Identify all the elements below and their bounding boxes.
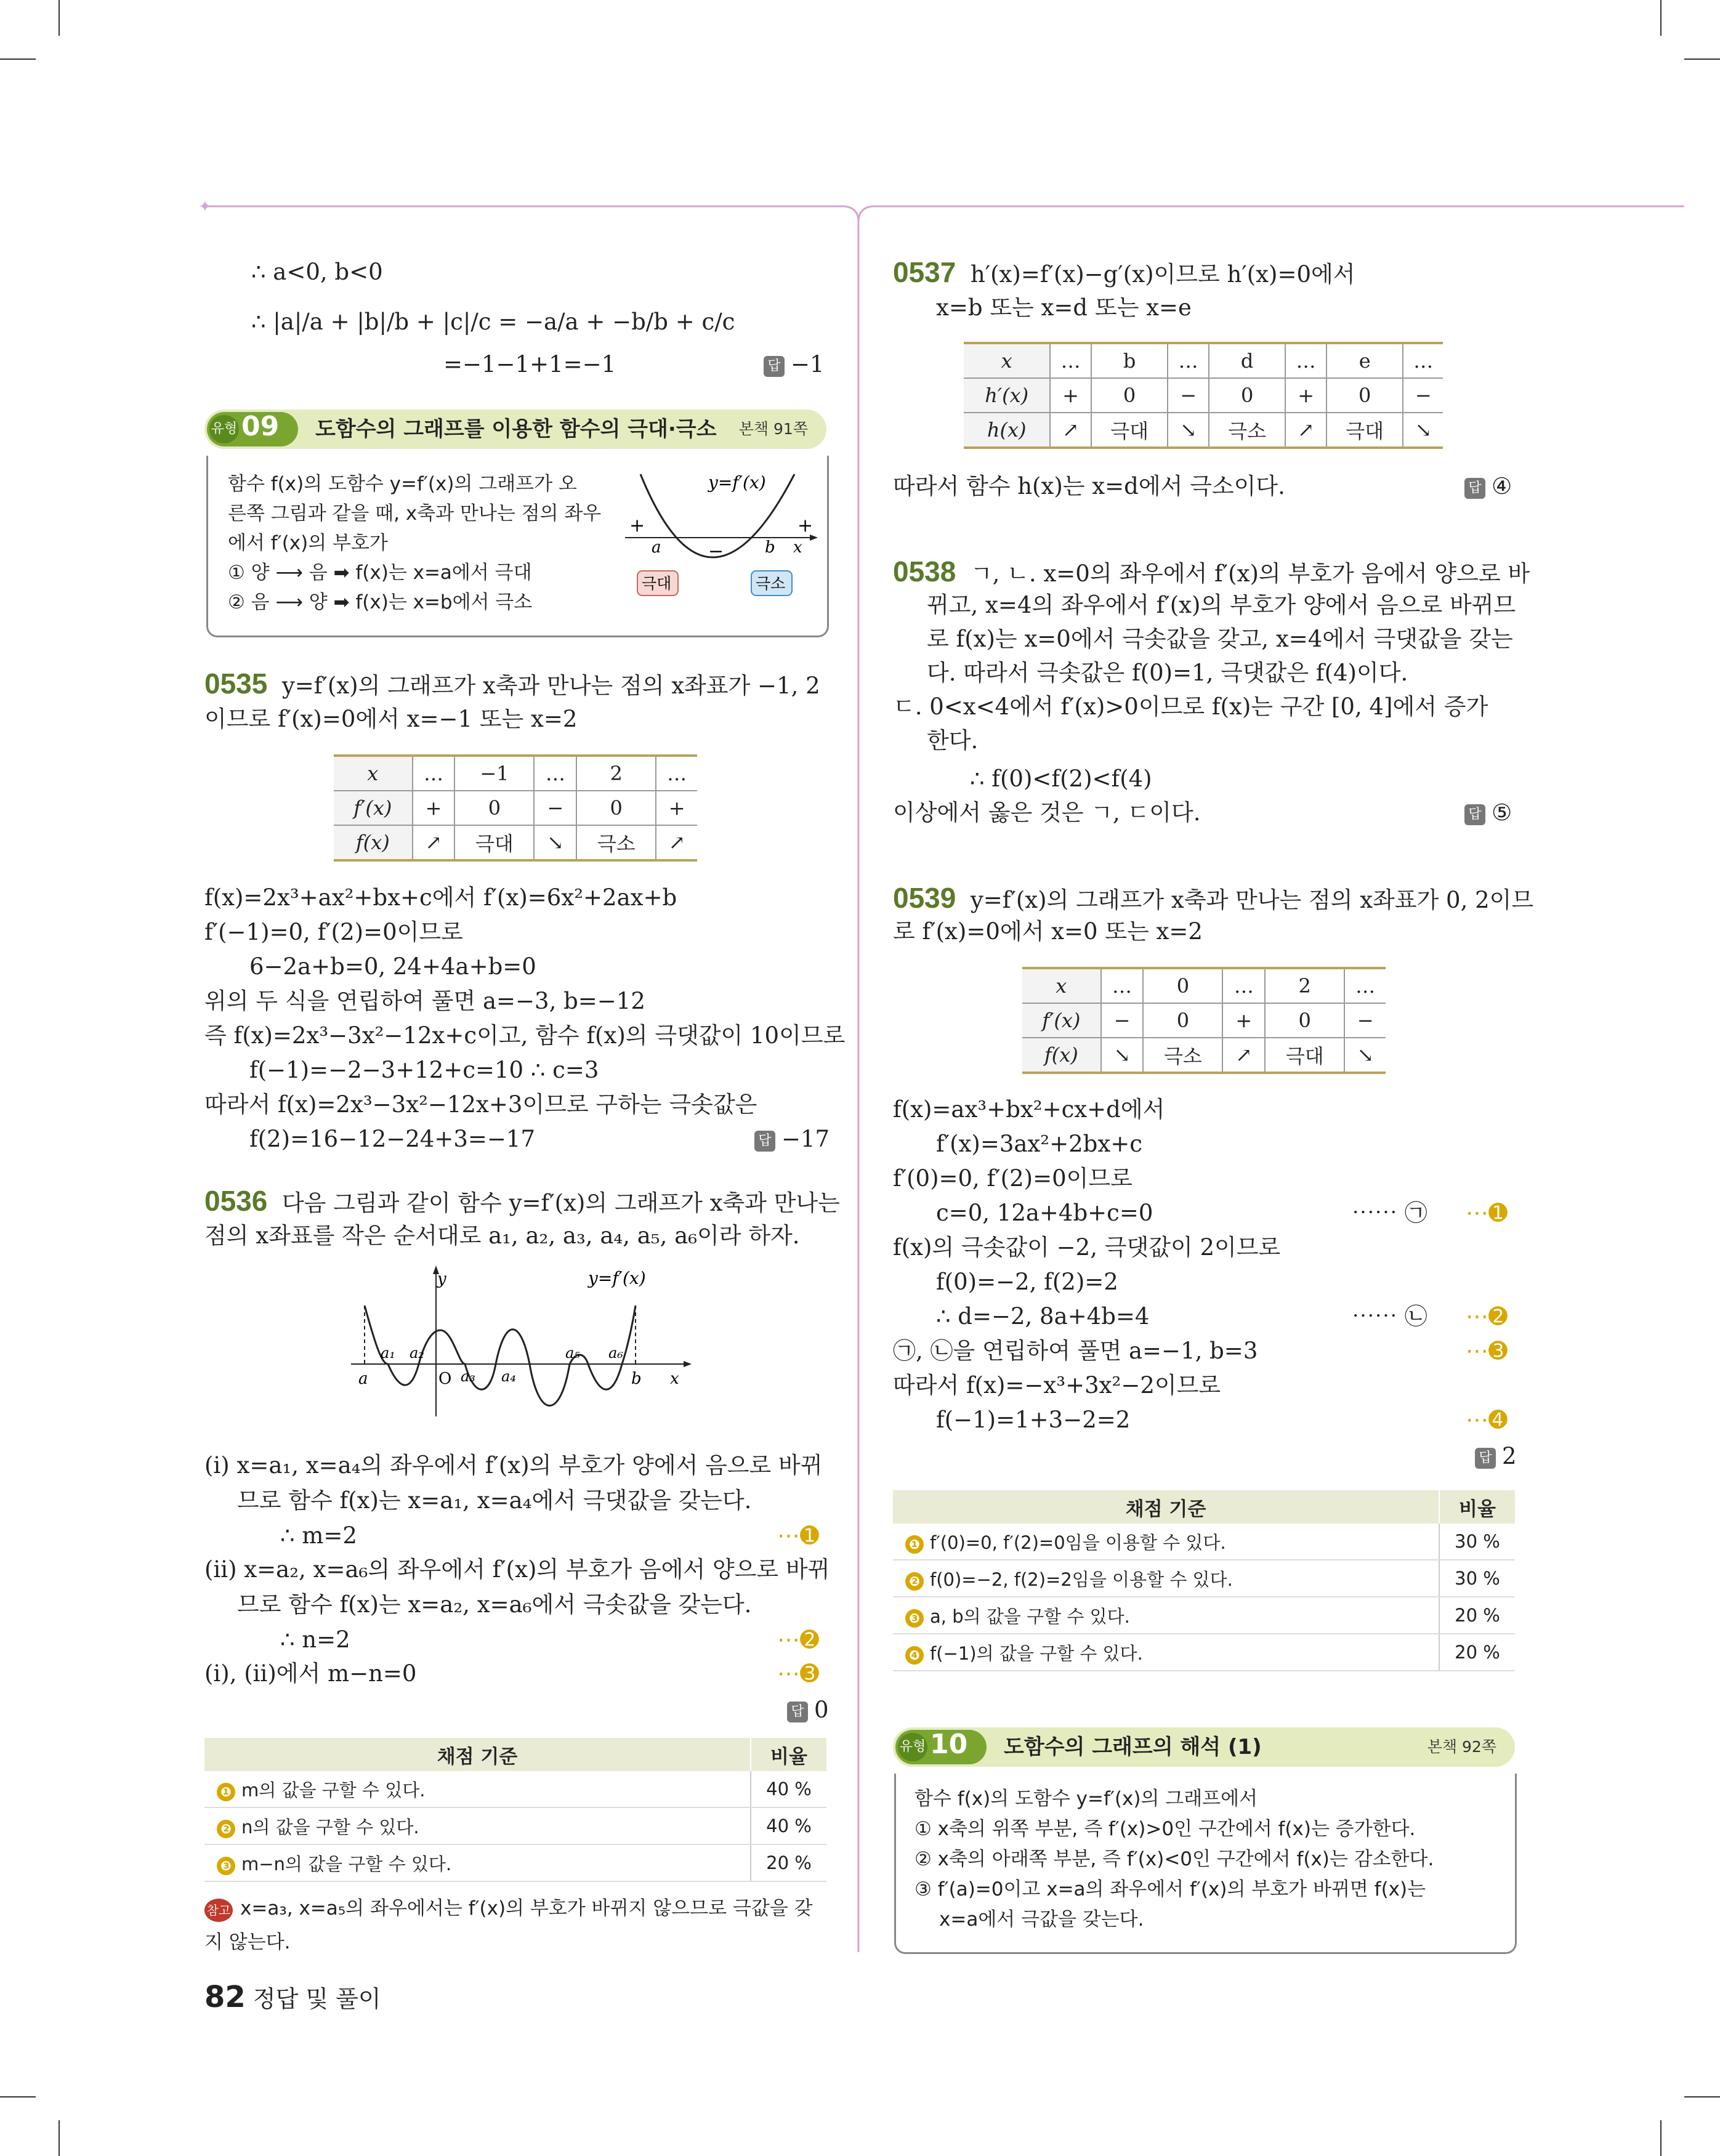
table-cell: ↘ [534,825,576,860]
problem-0539-line-1: 0539 y=f′(x)의 그래프가 x축과 만나는 점의 x좌표가 0, 2이므 [893,882,1534,914]
line: 6−2a+b=0, 24+4a+b=0 [249,953,536,980]
line: 이상에서 옳은 것은 ㄱ, ㄷ이다. [893,799,1201,826]
score-header: 채점 기준 [204,1738,751,1771]
scoring-table-0536 [204,1738,826,1882]
score-ratio: 30 % [1439,1560,1515,1597]
table-cell: e [1326,343,1403,378]
score-ratio: 20 % [1439,1597,1515,1634]
answer: 답 −17 [754,1124,830,1155]
table-cell: … [534,756,576,791]
type-badge-label: 유형 [209,415,239,443]
point-a1: a₁ [381,1344,395,1362]
problem-0535-line-2: 이므로 f′(x)=0에서 x=−1 또는 x=2 [204,706,578,732]
answer: 답 0 [787,1695,829,1726]
table-cell: ↗ [656,825,697,860]
footer-text: 정답 및 풀이 [252,1985,381,2013]
line: 즉 f(x)=2x³−3x²−12x+c이고, 함수 f(x)의 극댓값이 10이므로 [204,1022,846,1049]
table-cell: x [334,756,413,791]
graph-minus: − [708,541,724,562]
table-cell: ↗ [1222,1038,1265,1073]
problem-0537-line-3: 따라서 함수 h(x)는 x=d에서 극소이다. [893,473,1285,499]
line: 한다. [927,727,979,754]
problem-number: 0535 [204,668,268,700]
type-09-header [204,410,826,449]
table-cell: + [1285,378,1326,413]
table-cell: 극대 [1326,413,1403,448]
line: ∴ d=−2, 8a+4b=4 [936,1303,1150,1330]
answer-icon: 답 [787,1702,808,1722]
problem-number: 0538 [893,555,956,587]
table-cell: … [1344,968,1386,1003]
line: 뀌고, x=4의 좌우에서 f′(x)의 부호가 양에서 음으로 바뀌므 [927,592,1516,618]
type-10-header [893,1727,1515,1767]
origin: O [438,1370,452,1388]
axis-x: x [670,1370,679,1388]
line: ∴ m=2 [280,1522,357,1549]
intro-line-2: ∴ |a|/a + |b|/b + |c|/c = −a/a + −b/b + c/c [251,309,735,335]
intro-line-1: ∴ a<0, b<0 [251,259,383,285]
graph-x: x [793,538,802,557]
point-a: a [358,1370,368,1388]
graph-max-tag: 극대 [642,575,672,592]
problem-0536-line-2: 점의 x좌표를 작은 순서대로 a₁, a₂, a₃, a₄, a₅, a₆이라 하자. [204,1222,800,1249]
graph-label: y=f′(x) [588,1268,646,1288]
table-cell: 극소 [576,825,656,860]
point-b: b [631,1370,642,1388]
line: 다. 따라서 극솟값은 f(0)=1, 극댓값은 f(4)이다. [927,660,1408,686]
type-10-line: ① x축의 위쪽 부분, 즉 f′(x)>0인 구간에서 f(x)는 증가한다. [915,1818,1416,1840]
problem-0536-line-1: 0536 다음 그림과 같이 함수 y=f′(x)의 그래프가 x축과 만나는 [204,1185,840,1217]
answer: 답 ⑤ [1464,797,1512,828]
textbook-reference: 본책 92쪽 [1427,1738,1496,1756]
table-cell: 0 [576,791,656,825]
score-ratio: 20 % [751,1844,826,1881]
graph-plus-right: + [797,515,814,536]
line: f(x)=ax³+bx²+cx+d에서 [893,1096,1165,1123]
line: 위의 두 식을 연립하여 풀면 a=−3, b=−12 [204,988,645,1014]
graph-label: y=f′(x) [708,472,766,493]
line: f(0)=−2, f(2)=2 [936,1269,1118,1295]
table-cell: … [1050,343,1091,378]
table-cell: 0 [1326,378,1403,413]
table-cell: ↗ [1050,413,1091,448]
table-cell: … [656,756,697,791]
score-ratio: 20 % [1439,1634,1515,1671]
score-row: ❸ a, b의 값을 구할 수 있다. [893,1597,1439,1634]
score-row: ❸ m−n의 값을 구할 수 있다. [204,1844,751,1881]
textbook-reference: 본책 91쪽 [738,420,808,438]
score-row: ❶ m의 값을 구할 수 있다. [204,1771,751,1807]
step-mark-3: ⋯➌ [1466,1338,1508,1364]
table-cell: f(x) [1022,1038,1101,1073]
graph-b: b [765,538,775,557]
type-10-line: 함수 f(x)의 도함수 y=f′(x)의 그래프에서 [915,1788,1258,1810]
table-cell: … [1101,968,1144,1003]
table-cell: 2 [576,756,656,791]
point-a5: a₅ [565,1344,580,1362]
problem-number: 0539 [893,882,956,914]
score-ratio: 40 % [751,1807,826,1844]
answer-icon: 답 [764,356,785,377]
step-mark-4: ⋯➍ [1466,1407,1508,1433]
table-cell: 극소 [1143,1038,1222,1073]
problem-0539-line-2: 로 f′(x)=0에서 x=0 또는 x=2 [893,918,1203,945]
line: ∴ f(0)<f(2)<f(4) [970,765,1152,792]
line: (ⅰ), (ⅱ)에서 m−n=0 [204,1660,417,1687]
score-ratio: 40 % [751,1771,826,1807]
answer-icon: 답 [1464,804,1485,825]
point-a2: a₂ [410,1344,424,1362]
score-row: ❶ f′(0)=0, f′(2)=0임을 이용할 수 있다. [893,1524,1439,1560]
svg-text:✦: ✦ [198,198,212,216]
table-cell: f′(x) [1022,1003,1101,1038]
parabola-graph [622,465,825,613]
table-cell: − [534,791,576,825]
problem-0537-line-2: x=b 또는 x=d 또는 x=e [936,294,1192,321]
table-row [334,791,697,825]
table-cell: ↗ [1285,413,1326,448]
problem-0537-line-1: 0537 h′(x)=f′(x)−g′(x)이므로 h′(x)=0에서 [893,256,1355,288]
intro-line-3: =−1−1+1=−1 [443,351,616,378]
note-line-2: 지 않는다. [204,1931,291,1953]
sign-table-0535 [334,754,697,862]
score-header: 채점 기준 [893,1490,1439,1524]
table-cell: ↗ [413,825,455,860]
equation-tag-1: ⋯⋯ ㉠ [1352,1200,1427,1226]
score-row: ❷ f(0)=−2, f(2)=2임을 이용할 수 있다. [893,1560,1439,1597]
table-cell: ↘ [1344,1038,1386,1073]
scoring-table-0539 [893,1490,1515,1671]
table-cell: x [1022,968,1101,1003]
answer-icon: 답 [1464,478,1485,499]
type-badge-number: 09 [241,411,280,442]
table-row [334,756,697,791]
table-cell: ↘ [1101,1038,1144,1073]
type-10-line: ② x축의 아래쪽 부분, 즉 f′(x)<0인 구간에서 f(x)는 감소한다. [915,1848,1434,1870]
table-cell: 극소 [1209,413,1286,448]
table-cell: 극대 [1091,413,1168,448]
line: f(2)=16−12−24+3=−17 [249,1126,535,1152]
answer: 답 ④ [1464,471,1512,502]
score-row: ❷ n의 값을 구할 수 있다. [204,1807,751,1844]
score-ratio: 30 % [1439,1524,1515,1560]
table-cell: 0 [1091,378,1168,413]
type-09-line: 른쪽 그림과 같을 때, x축과 만나는 점의 좌우 [228,503,602,525]
step-mark-2: ⋯➋ [777,1626,820,1653]
line: f(x)의 극솟값이 −2, 극댓값이 2이므로 [893,1234,1281,1261]
step-mark-1: ⋯➊ [1466,1200,1508,1226]
table-cell: + [413,791,455,825]
table-cell: − [1168,378,1208,413]
line: (ⅱ) x=a₂, x=a₆의 좌우에서 f′(x)의 부호가 음에서 양으로 바뀌 [204,1556,830,1583]
table-cell: 0 [1143,1003,1222,1038]
table-cell: … [413,756,455,791]
table-cell: 0 [1265,1003,1344,1038]
line: f′(x)=3ax²+2bx+c [936,1131,1142,1157]
line: 므로 함수 f(x)는 x=a₂, x=a₆에서 극솟값을 갖는다. [237,1591,752,1618]
line: 므로 함수 f(x)는 x=a₁, x=a₄에서 극댓값을 갖는다. [237,1487,752,1514]
point-a4: a₄ [501,1368,516,1385]
table-cell: ↘ [1168,413,1208,448]
line: f′(−1)=0, f′(2)=0이므로 [204,919,463,945]
table-row [1022,968,1386,1003]
line: (ⅰ) x=a₁, x=a₄의 좌우에서 f′(x)의 부호가 양에서 음으로 바뀌 [204,1452,823,1479]
line: 따라서 f(x)=2x³−3x²−12x+3이므로 구하는 극솟값은 [204,1091,757,1118]
table-row [1022,1003,1386,1038]
line: ∴ n=2 [280,1626,350,1653]
table-cell: … [1222,968,1265,1003]
table-cell: … [1168,343,1208,378]
table-cell: − [1403,378,1443,413]
derivative-graph [351,1266,696,1423]
type-badge-number: 10 [930,1729,968,1760]
table-cell: 0 [454,791,534,825]
step-mark-3: ⋯➌ [777,1660,820,1687]
score-header: 비율 [751,1738,826,1771]
table-cell: h(x) [964,413,1050,448]
answer-icon: 답 [1475,1448,1496,1469]
problem-0535-line-1: 0535 y=f′(x)의 그래프가 x축과 만나는 점의 x좌표가 −1, 2 [204,668,820,700]
table-cell: − [1344,1003,1386,1038]
table-cell: ↘ [1403,413,1443,448]
score-row: ❹ f(−1)의 값을 구할 수 있다. [893,1634,1439,1671]
problem-number: 0536 [204,1185,268,1217]
note-tag: 참고 [204,1899,233,1922]
line: ㄷ. 0<x<4에서 f′(x)>0이므로 f(x)는 구간 [0, 4]에서 증가 [893,693,1488,720]
graph-a: a [652,538,661,557]
point-a6: a₆ [608,1344,623,1362]
graph-min-tag: 극소 [756,575,786,592]
type-10-line: x=a에서 극값을 갖는다. [939,1908,1144,1931]
table-cell: + [1222,1003,1265,1038]
table-row [964,413,1443,448]
table-cell: 극대 [1265,1038,1344,1073]
problem-0538-line-1: 0538 ㄱ, ㄴ. x=0의 좌우에서 f′(x)의 부호가 음에서 양으로 바 [893,555,1530,587]
table-cell: f′(x) [334,791,413,825]
problem-number: 0537 [893,256,956,288]
table-cell: … [1403,343,1443,378]
table-cell: + [1050,378,1091,413]
type-09-line: ② 음 ⟶ 양 ➡ f(x)는 x=b에서 극소 [228,591,533,613]
table-cell: b [1091,343,1168,378]
line: 따라서 f(x)=−x³+3x²−2이므로 [893,1372,1221,1399]
table-cell: x [964,343,1050,378]
point-a3: a₃ [461,1368,475,1385]
table-cell: − [1101,1003,1144,1038]
line: f(−1)=−2−3+12+c=10 ∴ c=3 [249,1057,599,1083]
table-cell: 2 [1265,968,1344,1003]
table-cell: d [1209,343,1286,378]
answer-icon: 답 [754,1131,775,1152]
type-title: 도함수의 그래프를 이용한 함수의 극대·극소 [315,417,717,442]
type-09-line: 에서 f′(x)의 부호가 [228,532,388,554]
table-cell: −1 [454,756,534,791]
line: f′(0)=0, f′(2)=0이므로 [893,1165,1133,1192]
graph-plus-left: + [629,515,645,536]
line: 로 f(x)는 x=0에서 극솟값을 갖고, x=4에서 극댓값을 갖는 [927,626,1513,652]
line: c=0, 12a+4b+c=0 [936,1200,1153,1226]
sign-table-0539 [1022,967,1386,1074]
step-mark-1: ⋯➊ [777,1522,820,1549]
equation-tag-2: ⋯⋯ ㉡ [1352,1303,1427,1330]
line: ㉠, ㉡을 연립하여 풀면 a=−1, b=3 [893,1338,1258,1364]
answer: 답 −1 [764,349,825,380]
score-header: 비율 [1439,1490,1515,1524]
page-number: 82 [204,1980,246,2014]
type-09-line: 함수 f(x)의 도함수 y=f′(x)의 그래프가 오 [228,473,577,495]
type-10-line: ③ f′(a)=0이고 x=a의 좌우에서 f′(x)의 부호가 바뀌면 f(x)는 [915,1878,1426,1900]
table-cell: 0 [1143,968,1222,1003]
note-line-1: 참고 x=a₃, x=a₅의 좌우에서는 f′(x)의 부호가 바뀌지 않으므로 극값을 갖 [204,1894,813,1923]
type-09-line: ① 양 ⟶ 음 ➡ f(x)는 x=a에서 극대 [228,562,532,584]
table-cell: h′(x) [964,378,1050,413]
table-row [964,343,1443,378]
line: f(x)=2x³+ax²+bx+c에서 f′(x)=6x²+2ax+b [204,884,677,911]
axis-y: y [437,1270,446,1288]
table-cell: … [1285,343,1326,378]
table-cell: 0 [1209,378,1286,413]
page-footer [204,1980,381,2016]
table-cell: f(x) [334,825,413,860]
answer: 답 2 [1475,1441,1517,1472]
table-row [1022,1038,1386,1073]
sign-table-0537 [964,342,1443,449]
table-cell: 극대 [454,825,534,860]
type-badge-label: 유형 [898,1733,927,1761]
step-mark-2: ⋯➋ [1466,1303,1508,1330]
line: f(−1)=1+3−2=2 [936,1407,1131,1433]
table-cell: + [656,791,697,825]
type-title: 도함수의 그래프의 해석 (1) [1004,1735,1262,1759]
table-row [334,825,697,860]
table-row [964,378,1443,413]
